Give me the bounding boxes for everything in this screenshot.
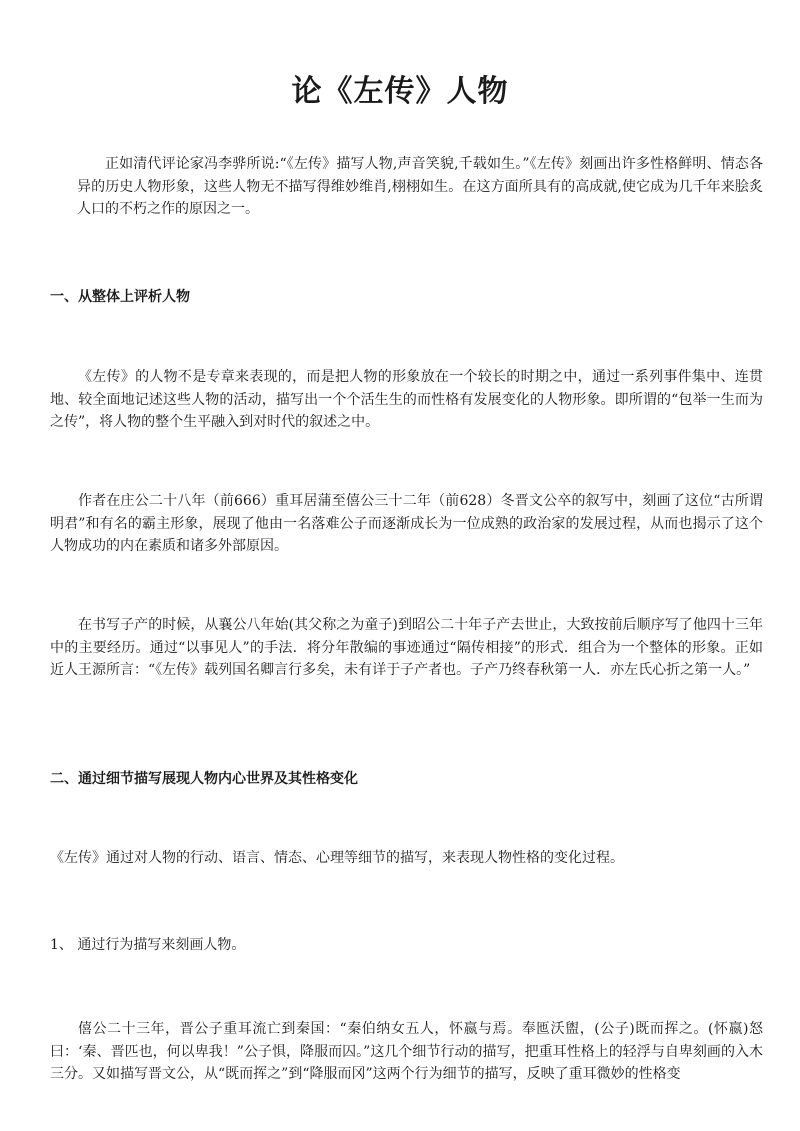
subheading-behavior: 1、 通过行为描写来刻画人物。 [50,937,246,953]
section2-paragraph-1: 《左传》通过对人物的行动、语言、情态、心理等细节的描写，来表现人物性格的变化过程。 [50,850,624,866]
intro-paragraph: 正如清代评论家冯李骅所说:“《左传》描写人物,声音笑貌,千载如生。”《左传》刻画出许多性格鲜明、情态各异的历史人物形象，这些人物无不描写得维妙维肖,栩栩如生。在这方面所具有的高成就,使它成为几千年来脍炙人口的不朽之作的原因之一。 [77,156,763,217]
section1-heading: 一、从整体上评析人物 [50,289,190,305]
section1-paragraph-1: 《左传》的人物不是专章来表现的，而是把人物的形象放在一个较长的时期之中，通过一系列事件集中、连贯地、较全面地记述这些人物的活动，描写出一个个活生生的而性格有发展变化的人物形象。即所谓的“包举一生而为之传”，将人物的整个生平融入到对时代的叙述之中。 [50,369,763,430]
page-title: 论《左传》人物 [291,74,509,109]
section2-paragraph-2: 僖公二十三年，晋公子重耳流亡到秦国：“秦伯纳女五人，怀嬴与焉。奉匜沃盥，(公子)既而挥之。(怀嬴)怒曰：‘秦、晋匹也，何以卑我！”公子惧，降服而囚。”这几个细节行动的描写，把重耳性格上的轻浮与自卑刻画的入木三分。又如描写晋文公，从“既而挥之”到“降服而冈”这两个行为细节的描写，反映了重耳微妙的性格变 [50,1021,763,1082]
section1-paragraph-3: 在书写子产的时候，从襄公八年始(其父称之为童子)到昭公二十年子产去世止，大致按前后顺序写了他四十三年中的主要经历。通过“以事见人”的手法．将分年散编的事迹通过“隔传相接”的形式．组合为一个整体的形象。正如近人王源所言：“《左传》载列国名卿言行多矣，未有详于子产者也。子产乃终春秋第一人．亦左氏心折之第一人。” [50,617,763,678]
section2-heading: 二、通过细节描写展现人物内心世界及其性格变化 [50,771,358,787]
section1-paragraph-2: 作者在庄公二十八年（前666）重耳居蒲至僖公三十二年（前628）冬晋文公卒的叙写中，刻画了这位“古所谓明君”和有名的霸主形象，展现了他由一名落难公子而逐渐成长为一位成熟的政治家的发展过程，从而也揭示了这个人物成功的内在素质和诸多外部原因。 [50,493,763,554]
